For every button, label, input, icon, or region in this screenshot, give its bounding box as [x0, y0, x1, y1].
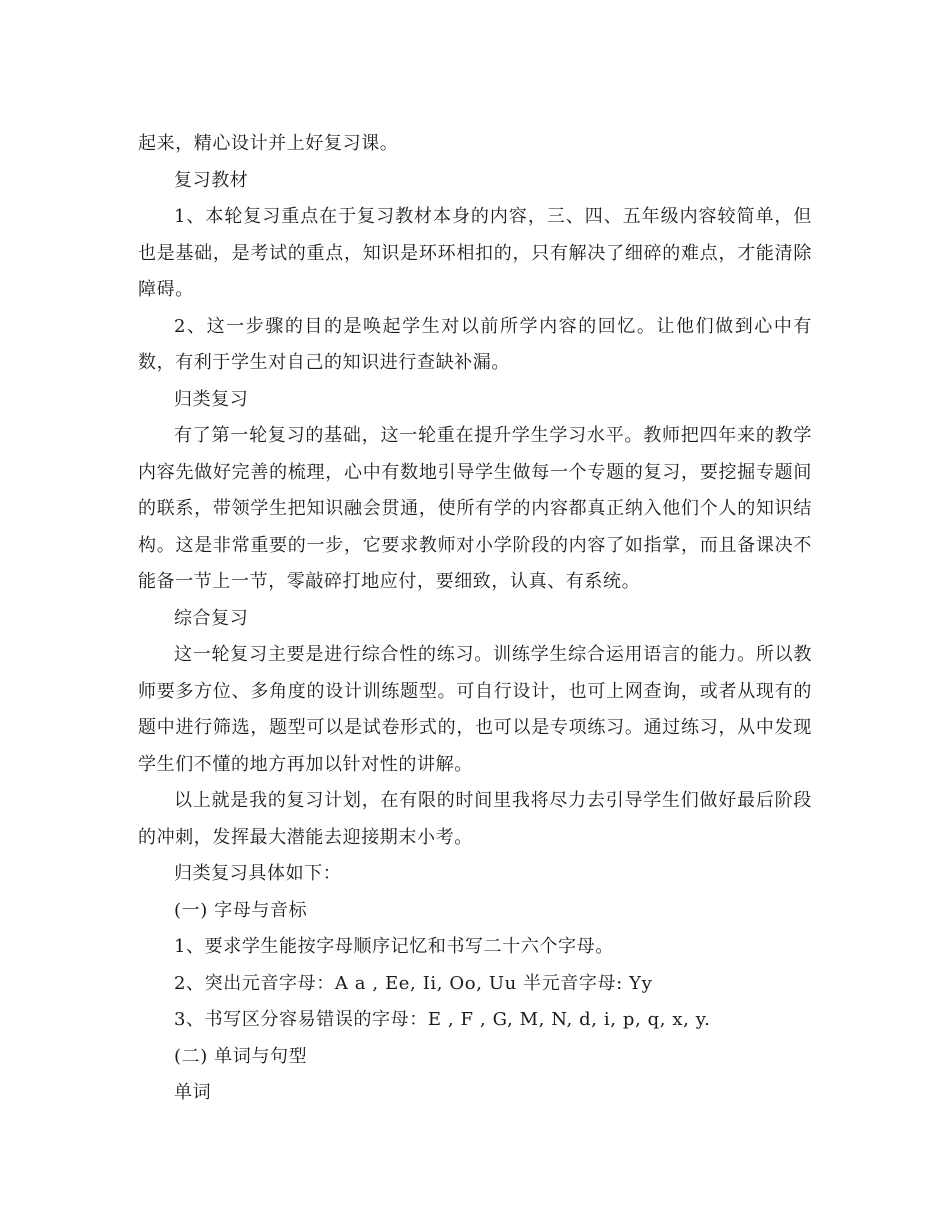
paragraph-textbook-point-1: 1、本轮复习重点在于复习教材本身的内容，三、四、五年级内容较简单，但也是基础，是考试的重点，知识是环环相扣的，只有解决了细碎的难点，才能清除障碍。: [138, 206, 812, 300]
heading-review-textbook: 复习教材: [174, 169, 249, 191]
heading-words: 单词: [174, 1082, 212, 1103]
list-item-letters-3: 3、书写区分容易错误的字母：E , F , G, M, N, d, i, p, q, x, y.: [174, 1009, 711, 1030]
document-page: [138, 126, 812, 1112]
paragraph-comprehensive-review: 这一轮复习主要是进行综合性的练习。训练学生综合运用语言的能力。所以教师要多方位、多角度的设计训练题型。可自行设计，也可上网查询，或者从现有的题中进行筛选，题型可以是试卷形式的，也可以是专项练习。通过练习，从中发现学生们不懂的地方再加以针对性的讲解。: [138, 644, 812, 775]
paragraph-details-intro: 归类复习具体如下：: [174, 863, 342, 884]
paragraph-textbook-point-2: 2、这一步骤的目的是唤起学生对以前所学内容的回忆。让他们做到心中有数，有利于学生对自己的知识进行查缺补漏。: [138, 315, 812, 373]
list-item-letters-1: 1、要求学生能按字母顺序记忆和书写二十六个字母。: [174, 936, 614, 957]
paragraph-continuation: 起来，精心设计并上好复习课。: [138, 133, 399, 154]
heading-categorized-review: 归类复习: [174, 388, 249, 410]
paragraph-categorized-review: 有了第一轮复习的基础，这一轮重在提升学生学习水平。教师把四年来的教学内容先做好完善的梳理，心中有数地引导学生做每一个专题的复习，要挖掘专题间的联系，带领学生把知识融会贯通，使所有学的内容都真正纳入他们个人的知识结构。这是非常重要的一步，它要求教师对小学阶段的内容了如指掌，而且备课决不能备一节上一节，零敲碎打地应付，要细致，认真、有系统。: [138, 425, 812, 592]
heading-letters-phonetics: (一) 字母与音标: [174, 899, 308, 921]
paragraph-summary: 以上就是我的复习计划，在有限的时间里我将尽力去引导学生们做好最后阶段的冲刺，发挥最大潜能去迎接期末小考。: [138, 790, 812, 848]
heading-comprehensive-review: 综合复习: [174, 607, 249, 629]
heading-words-sentences: (二) 单词与句型: [174, 1045, 308, 1067]
list-item-letters-2: 2、突出元音字母：A a , Ee, Ii, Oo, Uu 半元音字母: Yy: [174, 972, 653, 994]
